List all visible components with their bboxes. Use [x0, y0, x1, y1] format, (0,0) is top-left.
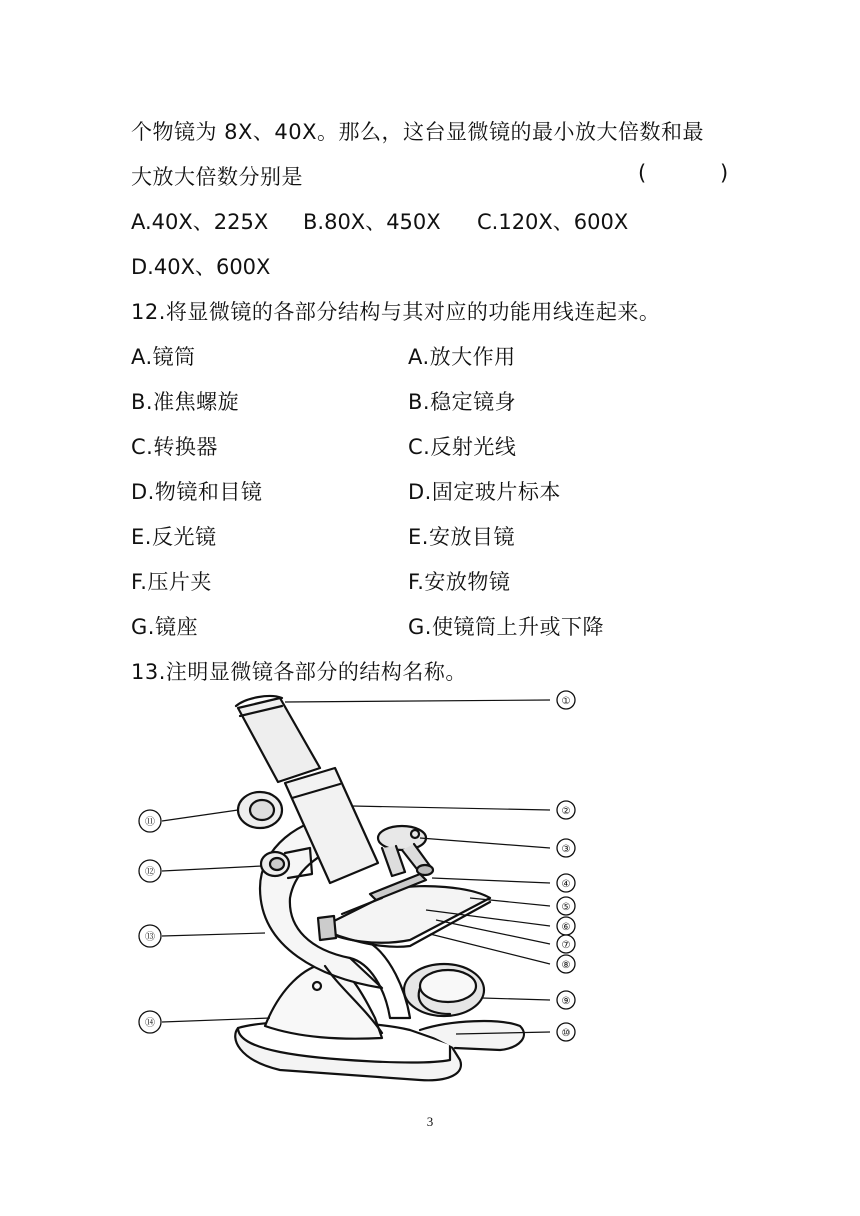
q12-right-item-c: C.反射光线 [408, 435, 517, 459]
callout-label-9: ⑨ [561, 996, 571, 1007]
q11-stem-line2: 大放大倍数分别是 [131, 165, 303, 189]
callout-label-13: ⑬ [145, 932, 155, 943]
q12-right-item-a: A.放大作用 [408, 345, 516, 369]
callout-label-11: ⑪ [145, 817, 155, 828]
callout-label-12: ⑫ [145, 867, 155, 878]
q12-left-item-a: A.镜筒 [131, 345, 196, 369]
callout-label-7: ⑦ [561, 940, 571, 951]
microscope-diagram [120, 688, 600, 1088]
q12-right-item-e: E.安放目镜 [408, 525, 515, 549]
callout-label-5: ⑤ [561, 902, 571, 913]
q12-left-item-d: D.物镜和目镜 [131, 480, 263, 504]
q12-left-item-f: F.压片夹 [131, 570, 212, 594]
q12-right-item-f: F.安放物镜 [408, 570, 511, 594]
q11-option-c: C.120X、600X [477, 210, 629, 234]
answer-paren-open: ( [638, 161, 647, 185]
callout-label-14: ⑭ [145, 1018, 155, 1029]
callout-label-1: ① [561, 696, 571, 707]
q12-right-item-b: B.稳定镜身 [408, 390, 517, 414]
answer-paren-close: ) [720, 161, 729, 185]
callout-label-6: ⑥ [561, 922, 571, 933]
callout-label-3: ③ [561, 844, 571, 855]
q13-title: 13.注明显微镜各部分的结构名称。 [131, 660, 467, 684]
q11-option-d: D.40X、600X [131, 255, 271, 279]
q11-option-a: A.40X、225X [131, 210, 269, 234]
q12-title: 12.将显微镜的各部分结构与其对应的功能用线连起来。 [131, 300, 661, 324]
q12-left-item-e: E.反光镜 [131, 525, 217, 549]
q12-left-item-c: C.转换器 [131, 435, 218, 459]
q11-option-b: B.80X、450X [303, 210, 441, 234]
callout-label-2: ② [561, 806, 571, 817]
callout-label-8: ⑧ [561, 960, 571, 971]
q12-left-item-g: G.镜座 [131, 615, 198, 639]
q11-stem-line1: 个物镜为 8X、40X。那么，这台显微镜的最小放大倍数和最 [131, 120, 705, 144]
q12-left-item-b: B.准焦螺旋 [131, 390, 240, 414]
q12-right-item-g: G.使镜筒上升或下降 [408, 615, 604, 639]
callout-label-10: ⑩ [561, 1028, 571, 1039]
page-number: 3 [426, 1114, 434, 1129]
q12-right-item-d: D.固定玻片标本 [408, 480, 561, 504]
callout-label-4: ④ [561, 879, 571, 890]
